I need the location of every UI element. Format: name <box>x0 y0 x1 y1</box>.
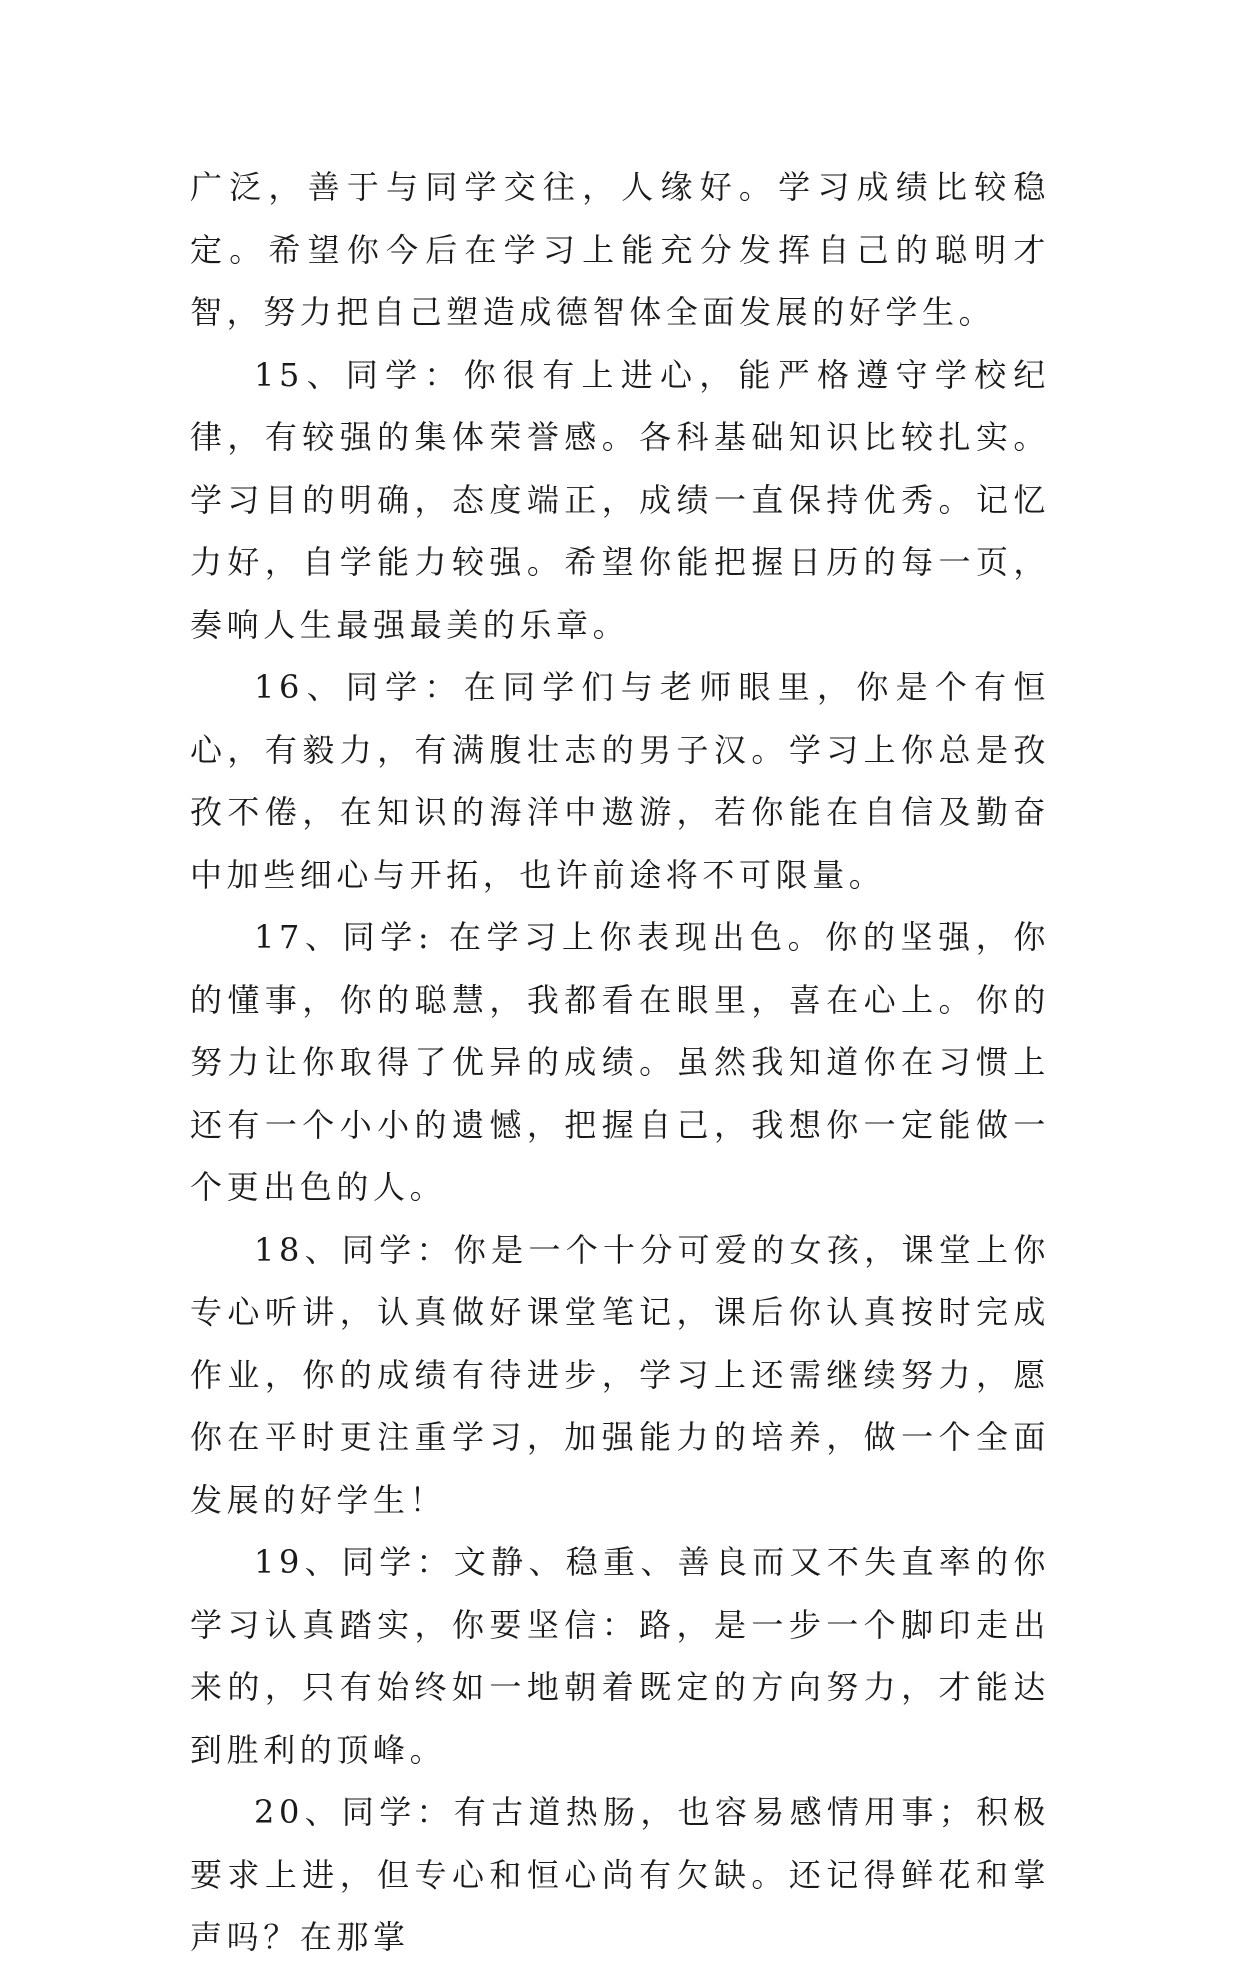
document-body <box>190 156 1050 1969</box>
paragraph-comment-15: 15、同学：你很有上进心，能严格遵守学校纪律，有较强的集体荣誉感。各科基础知识比较扎实。学习目的明确，态度端正，成绩一直保持优秀。记忆力好，自学能力较强。希望你能把握日历的每一页，奏响人生最强最美的乐章。 <box>190 355 1050 644</box>
paragraph-comment-20: 20、同学：有古道热肠，也容易感情用事；积极要求上进，但专心和恒心尚有欠缺。还记得鲜花和掌声吗？在那掌 <box>190 1793 1050 1956</box>
paragraph-continuation: 广泛，善于与同学交往，人缘好。学习成绩比较稳定。希望你今后在学习上能充分发挥自己的聪明才智，努力把自己塑造成德智体全面发展的好学生。 <box>190 168 1050 331</box>
paragraph-comment-18: 18、同学：你是一个十分可爱的女孩，课堂上你专心听讲，认真做好课堂笔记，课后你认真按时完成作业，你的成绩有待进步，学习上还需继续努力，愿你在平时更注重学习，加强能力的培养，做一个全面发展的好学生！ <box>190 1230 1050 1519</box>
paragraph-comment-17: 17、同学: 在学习上你表现出色。你的坚强，你的懂事，你的聪慧，我都看在眼里，喜在心上。你的努力让你取得了优异的成绩。虽然我知道你在习惯上还有一个小小的遗憾，把握自己，我想你一定能做一个更出色的人。 <box>190 918 1050 1206</box>
paragraph-comment-19: 19、同学：文静、稳重、善良而又不失直率的你学习认真踏实，你要坚信：路，是一步一个脚印走出来的，只有始终如一地朝着既定的方向努力，才能达到胜利的顶峰。 <box>190 1543 1050 1769</box>
paragraph-comment-16: 16、同学：在同学们与老师眼里，你是个有恒心，有毅力，有满腹壮志的男子汉。学习上你总是孜孜不倦，在知识的海洋中遨游，若你能在自信及勤奋中加些细心与开拓，也许前途将不可限量。 <box>190 668 1050 894</box>
